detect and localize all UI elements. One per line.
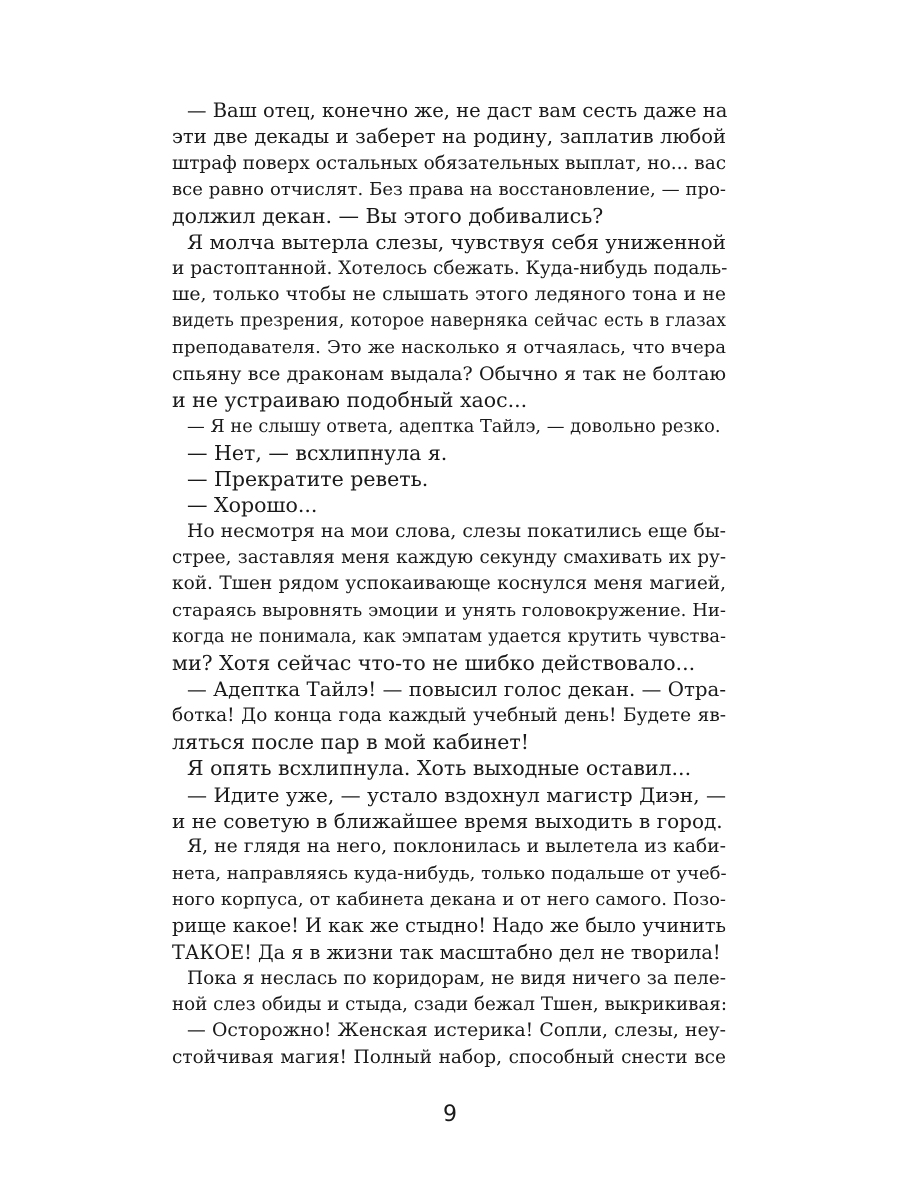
text-line: Я опять всхлипнула. Хоть выходные оставил... <box>187 756 692 781</box>
text-line: все равно отчислят. Без права на восстановление, — про- <box>172 178 726 200</box>
text-line: и растоптанной. Хотелось сбежать. Куда-нибудь подаль- <box>172 257 728 279</box>
text-line: Но несмотря на мои слова, слезы покатились еще бы- <box>187 520 726 542</box>
text-line: ми? Хотя сейчас что-то не шибко действовало... <box>172 651 696 676</box>
page-number: 9 <box>443 1102 457 1127</box>
book-page-text <box>172 98 726 1071</box>
text-line: — Я не слышу ответа, адептка Тайлэ, — довольно резко. <box>187 416 721 437</box>
text-line: — Нет, — всхлипнула я. <box>187 440 448 465</box>
text-line: и не устраиваю подобный хаос... <box>172 388 528 413</box>
text-line: рище какое! И как же стыдно! Надо же было учинить <box>172 914 726 938</box>
text-line: штраф поверх остальных обязательных выплат, но... вас <box>172 152 727 174</box>
text-line: Я, не глядя на него, поклонилась и вылетела из каби- <box>187 836 726 858</box>
text-line: ного корпуса, от кабинета декана и от него самого. Позо- <box>172 888 726 910</box>
text-line: — Прекратите реветь. <box>187 467 429 492</box>
text-line: — Ваш отец, конечно же, не даст вам сесть даже на <box>187 99 728 122</box>
text-line: стрее, заставляя меня каждую секунду смахивать их ру- <box>172 547 726 569</box>
text-line: когда не понимала, как эмпатам удается крутить чувства- <box>172 626 726 647</box>
text-line: видеть презрения, которое наверняка сейчас есть в глазах <box>172 311 726 332</box>
text-line: и не советую в ближайшее время выходить в город. <box>172 809 723 834</box>
text-line: Я молча вытерла слезы, чувствуя себя униженной <box>187 230 726 255</box>
text-line: ботка! До конца года каждый учебный день! Будете яв- <box>172 704 726 726</box>
text-line: ляться после пар в мой кабинет! <box>172 730 530 755</box>
text-line: стойчивая магия! Полный набор, способный снести все <box>172 1046 726 1068</box>
text-line: — Хорошо... <box>187 493 318 518</box>
text-line: спьяну все драконам выдала? Обычно я так не болтаю <box>172 362 726 385</box>
text-line: стараясь выровнять эмоции и унять головокружение. Ни- <box>172 599 726 621</box>
text-line: — Адептка Тайлэ! — повысил голос декан. — Отра- <box>187 677 726 701</box>
text-line: нета, направляясь куда-нибудь, только подальше от учеб- <box>172 862 727 884</box>
text-line: кой. Тшен рядом успокаивающе коснулся меня магией, <box>172 573 726 595</box>
text-line: — Идите уже, — устало вздохнул магистр Диэн, — <box>187 782 726 807</box>
text-line: Пока я неслась по коридорам, не видя ничего за пеле- <box>187 967 726 989</box>
text-line: должил декан. — Вы этого добивались? <box>172 204 604 229</box>
text-line: эти две декады и заберет на родину, заплатив любой <box>172 125 726 149</box>
text-line: — Осторожно! Женская истерика! Сопли, слезы, неу- <box>187 1020 726 1042</box>
text-line: ше, только чтобы не слышать этого ледяного тона и не <box>172 284 726 306</box>
text-line: ной слез обиды и стыда, сзади бежал Тшен, выкрикивая: <box>172 994 727 1016</box>
text-line: преподавателя. Это же насколько я отчаялась, что вчера <box>172 336 726 358</box>
text-line: ТАКОЕ! Да я в жизни так масштабно дел не творила! <box>172 940 721 964</box>
